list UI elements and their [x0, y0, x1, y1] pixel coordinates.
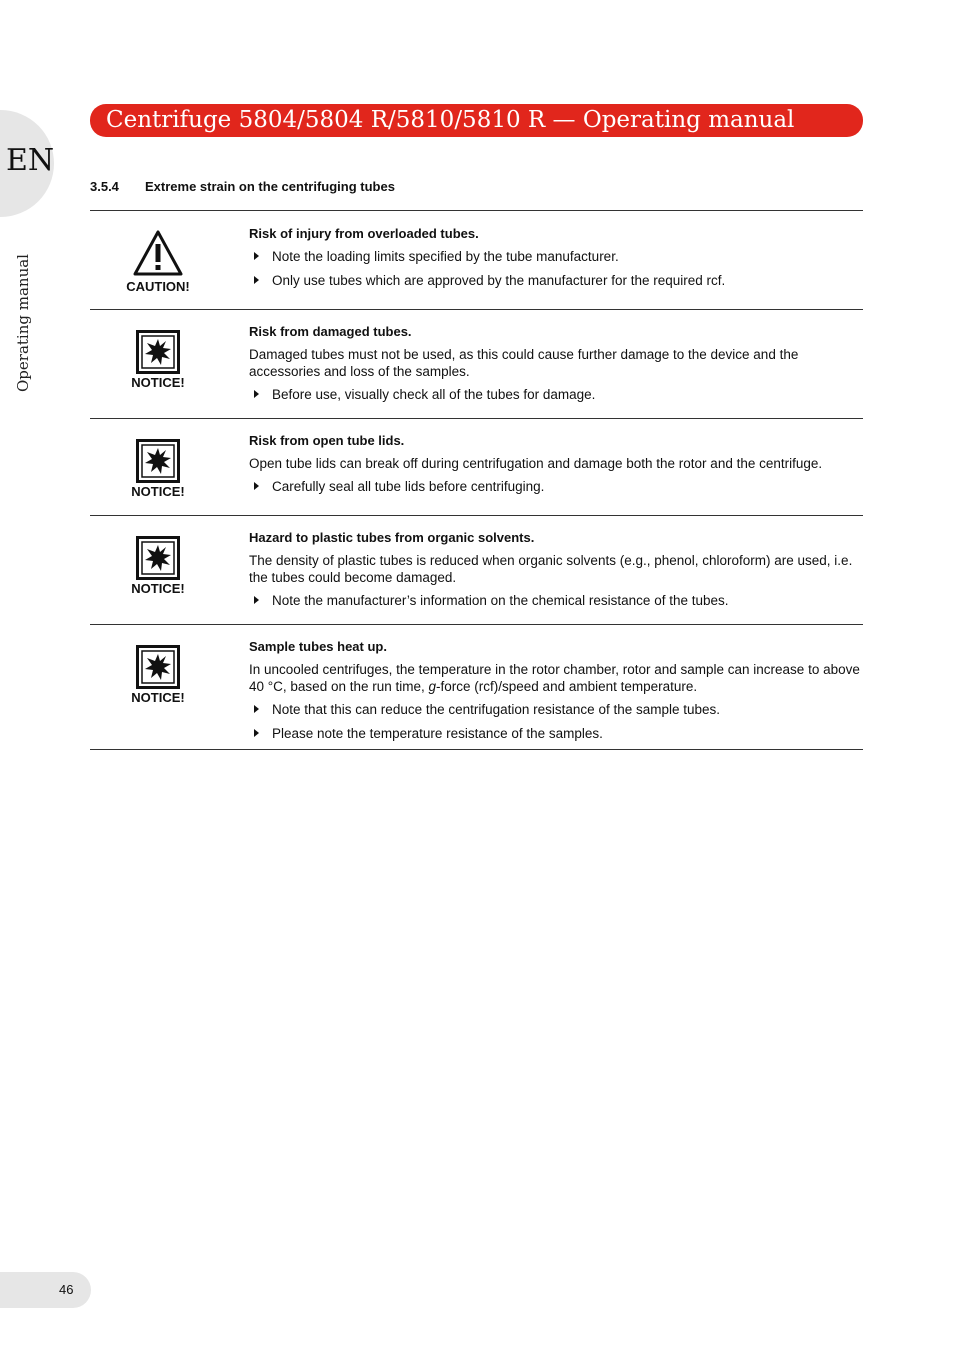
section-heading — [90, 179, 395, 194]
notice-block — [90, 210, 863, 309]
list-item: Note the loading limits specified by the tube manufacturer. — [249, 248, 863, 265]
list-item: Note that this can reduce the centrifugation resistance of the sample tubes. — [249, 701, 863, 718]
page-number: 46 — [59, 1282, 74, 1297]
page-number-tab — [0, 1272, 91, 1308]
bullet-arrow-icon — [254, 729, 259, 737]
list-item: Carefully seal all tube lids before centrifuging. — [249, 478, 863, 495]
list-item: Please note the temperature resistance of the samples. — [249, 725, 863, 742]
damage-notice-icon — [90, 536, 226, 585]
bullet-arrow-icon — [254, 482, 259, 490]
list-item: Before use, visually check all of the tubes for damage. — [249, 386, 863, 403]
bullet-arrow-icon — [254, 390, 259, 398]
damage-notice-icon — [90, 330, 226, 379]
notice-label: NOTICE! — [131, 375, 185, 390]
notice-heading: Risk from damaged tubes. — [249, 324, 412, 339]
notice-body: The density of plastic tubes is reduced when organic solvents (e.g., phenol, chloroform) are used, i.e. the tubes could become damaged. — [249, 553, 853, 585]
side-label: Operating manual — [14, 254, 32, 392]
notice-block — [90, 309, 863, 418]
damage-notice-icon — [90, 439, 226, 488]
bullet-arrow-icon — [254, 596, 259, 604]
notice-body: In uncooled centrifuges, the temperature in the rotor chamber, rotor and sample can increase to above 40 °C, based on the run time, g-force (rcf)/speed and ambient temperature. — [249, 662, 860, 694]
damage-notice-icon — [90, 645, 226, 694]
notice-label: CAUTION! — [126, 279, 190, 294]
list-item: Note the manufacturer’s information on the chemical resistance of the tubes. — [249, 592, 863, 609]
notice-label: NOTICE! — [131, 581, 185, 596]
warning-triangle-icon — [90, 230, 226, 281]
notice-label: NOTICE! — [131, 690, 185, 705]
notice-block — [90, 515, 863, 624]
header-title: Centrifuge 5804/5804 R/5810/5810 R — Operating manual — [106, 107, 795, 133]
notice-heading: Hazard to plastic tubes from organic solvents. — [249, 530, 535, 545]
notice-block — [90, 418, 863, 515]
list-item: Only use tubes which are approved by the manufacturer for the required rcf. — [249, 272, 863, 289]
notice-block — [90, 624, 863, 749]
language-label: EN — [6, 143, 55, 178]
section-title: Extreme strain on the centrifuging tubes — [145, 179, 395, 194]
notice-heading: Risk of injury from overloaded tubes. — [249, 226, 479, 241]
section-number: 3.5.4 — [90, 179, 119, 194]
notice-body: Open tube lids can break off during centrifugation and damage both the rotor and the centrifuge. — [249, 456, 823, 471]
notice-body: Damaged tubes must not be used, as this could cause further damage to the device and the accessories and loss of the samples. — [249, 347, 799, 379]
notice-heading: Sample tubes heat up. — [249, 639, 387, 654]
header-title-bar — [90, 104, 863, 137]
bullet-arrow-icon — [254, 276, 259, 284]
bullet-arrow-icon — [254, 705, 259, 713]
notice-heading: Risk from open tube lids. — [249, 433, 405, 448]
bullet-arrow-icon — [254, 252, 259, 260]
divider — [90, 749, 863, 750]
notice-label: NOTICE! — [131, 484, 185, 499]
